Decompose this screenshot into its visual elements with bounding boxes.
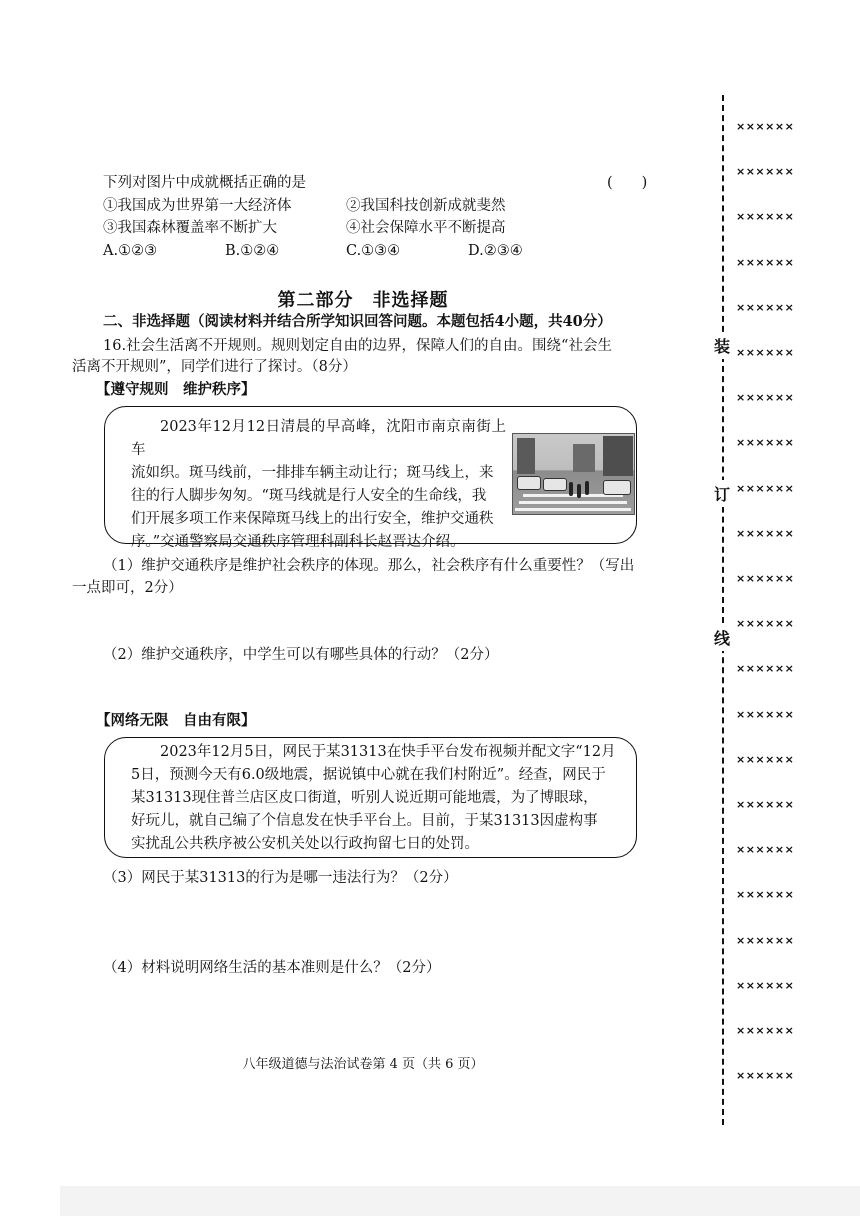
binding-char-xian: 线: [714, 624, 730, 651]
material-1-line-3: 往的行人脚步匆匆。“斑马线就是行人安全的生命线，我: [131, 488, 487, 504]
car-shape: [517, 476, 541, 490]
material-2-text: [131, 741, 617, 856]
material-2-line-3: 某31313现住普兰店区皮口街道，听别人说近期可能地震，为了博眼球，: [131, 790, 598, 806]
material-2-line-4: 好玩儿，就自己编了个信息发在快手平台上。目前，于某31313因虚构事: [131, 813, 598, 829]
binding-x-mark: ××××××: [736, 165, 795, 178]
binding-x-mark: ××××××: [736, 301, 795, 314]
binding-dashed-line: [722, 95, 724, 1125]
q15-choice-c: C.①③④: [346, 243, 401, 259]
binding-char-zhuang: 装: [714, 332, 730, 359]
binding-x-mark: ××××××: [736, 436, 795, 449]
car-shape: [543, 478, 567, 491]
binding-x-mark: ××××××: [736, 798, 795, 811]
binding-x-mark: ××××××: [736, 753, 795, 766]
q15-option-4: ④社会保障水平不断提高: [346, 220, 506, 236]
binding-x-mark: ××××××: [736, 120, 795, 133]
zebra-stripe: [519, 501, 627, 504]
material-2-line-1: 2023年12月5日，网民于某31313在快手平台发布视频并配文字“12月: [160, 744, 616, 760]
sub-question-2: （2）维护交通秩序，中学生可以有哪些具体的行动？（2分）: [103, 647, 499, 663]
binding-x-mark: ××××××: [736, 979, 795, 992]
binding-x-mark: ××××××: [736, 617, 795, 630]
q15-option-3: ③我国森林覆盖率不断扩大: [103, 220, 277, 236]
binding-char-ding: 订: [714, 480, 730, 507]
q16-intro-line-2: 活离不开规则”，同学们进行了探讨。（8分）: [72, 359, 357, 375]
material-2-line-2: 5日，预测今天有6.0级地震，据说镇中心就在我们村附近”。经查，网民于: [131, 767, 606, 783]
binding-x-mark: ××××××: [736, 210, 795, 223]
sub-question-1-line-1: （1）维护交通秩序是维护社会秩序的体现。那么，社会秩序有什么重要性？（写出: [103, 558, 635, 574]
binding-x-mark: ××××××: [736, 1069, 795, 1082]
q15-prompt: 下列对图片中成就概括正确的是: [103, 175, 306, 191]
topic-heading-2: 【网络无限 自由有限】: [96, 712, 256, 729]
binding-x-mark: ××××××: [736, 708, 795, 721]
q15-option-1: ①我国成为世界第一大经济体: [103, 198, 292, 214]
building-shape: [573, 444, 595, 472]
q15-option-2: ②我国科技创新成就斐然: [346, 198, 506, 214]
topic-heading-1: 【遵守规则 维护秩序】: [96, 381, 256, 398]
q16-intro-line-1: 16.社会生活离不开规则。规则划定自由的边界，保障人们的自由。围绕“社会生: [103, 338, 612, 354]
section-heading: 二、非选择题（阅读材料并结合所学知识回答问题。本题包括4小题，共40分）: [103, 313, 612, 330]
crosswalk-photo: [512, 433, 635, 515]
q15-choice-a: A.①②③: [103, 243, 158, 259]
building-shape: [517, 438, 535, 474]
binding-x-mark: ××××××: [736, 572, 795, 585]
building-shape: [603, 436, 633, 476]
binding-x-mark: ××××××: [736, 256, 795, 269]
material-1-line-4: 们开展多项工作来保障斑马线上的出行安全，维护交通秩: [131, 511, 494, 527]
sub-question-1-line-2: 一点即可，2分）: [72, 580, 183, 596]
binding-x-mark: ××××××: [736, 527, 795, 540]
material-1-line-2: 流如织。斑马线前，一排排车辆主动让行；斑马线上，来: [131, 465, 494, 481]
q15-answer-paren: ( ): [607, 175, 648, 191]
binding-x-mark: ××××××: [736, 934, 795, 947]
pedestrian-shape: [569, 482, 573, 496]
material-1-line-5: 序。”交通警察局交通秩序管理科副科长赵晋达介绍。: [131, 534, 465, 550]
binding-x-mark: ××××××: [736, 662, 795, 675]
binding-x-mark: ××××××: [736, 482, 795, 495]
pedestrian-shape: [577, 484, 581, 498]
q15-choice-b: B.①②④: [225, 243, 280, 259]
zebra-stripe: [515, 508, 631, 511]
binding-x-mark: ××××××: [736, 391, 795, 404]
part-title: 第二部分 非选择题: [277, 290, 449, 311]
q15-choice-d: D.②③④: [468, 243, 523, 259]
sub-question-4: （4）材料说明网络生活的基本准则是什么？（2分）: [103, 960, 441, 976]
sub-question-3: （3）网民于某31313的行为是哪一违法行为？（2分）: [103, 870, 458, 886]
pedestrian-shape: [585, 481, 589, 495]
scan-edge-strip: [60, 1186, 860, 1216]
page-footer: 八年级道德与法治试卷第 4 页（共 6 页）: [242, 1057, 484, 1072]
binding-x-mark: ××××××: [736, 888, 795, 901]
material-1-text: [131, 416, 506, 554]
car-shape: [603, 480, 631, 495]
material-1-line-1: 2023年12月12日清晨的早高峰，沈阳市南京南街上车: [131, 419, 506, 458]
material-box-2: [104, 737, 637, 858]
binding-x-mark: ××××××: [736, 1024, 795, 1037]
binding-x-mark: ××××××: [736, 843, 795, 856]
material-2-line-5: 实扰乱公共秩序被公安机关处以行政拘留七日的处罚。: [131, 836, 479, 852]
binding-x-mark: ××××××: [736, 346, 795, 359]
